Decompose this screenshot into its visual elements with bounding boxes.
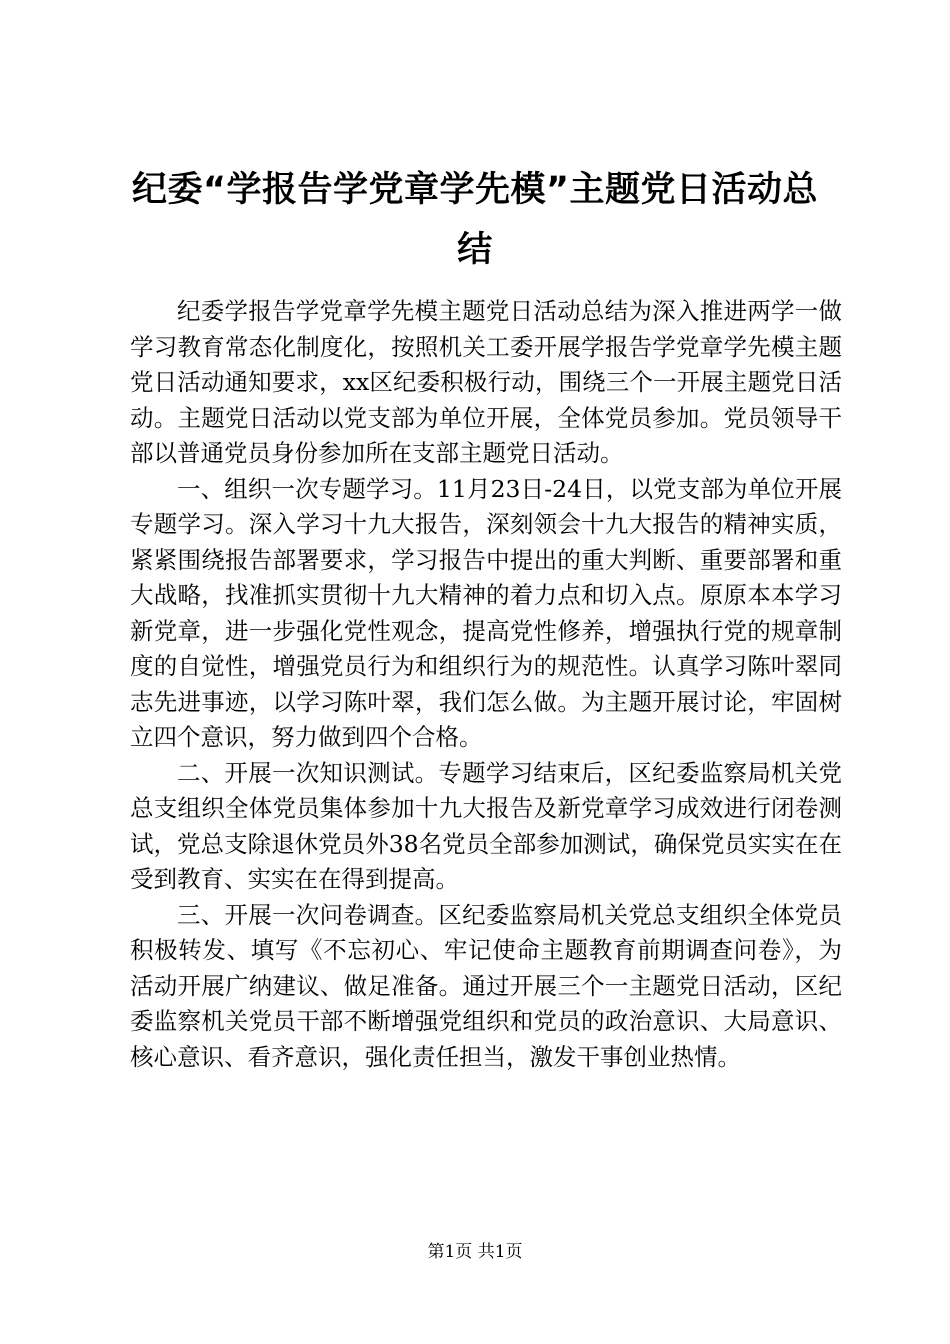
document-body xyxy=(130,294,842,1075)
paragraph-intro: 纪委学报告学党章学先模主题党日活动总结为深入推进两学一做学习教育常态化制度化，按照机关工委开展学报告学党章学先模主题党日活动通知要求，xx区纪委积极行动，围绕三个一开展主题党日活动。主题党日活动以党支部为单位开展，全体党员参加。党员领导干部以普通党员身份参加所在支部主题党日活动。 xyxy=(130,297,842,467)
paragraph-section-1: 一、组织一次专题学习。11月23日-24日，以党支部为单位开展专题学习。深入学习十九大报告，深刻领会十九大报告的精神实质，紧紧围绕报告部署要求，学习报告中提出的重大判断、重要部署和重大战略，找准抓实贯彻十九大精神的着力点和切入点。原原本本学习新党章，进一步强化党性观念，提高党性修养，增强执行党的规章制度的自觉性，增强党员行为和组织行为的规范性。认真学习陈叶翠同志先进事迹，以学习陈叶翠，我们怎么做。为主题开展讨论，牢固树立四个意识，努力做到四个合格。 xyxy=(130,474,842,751)
paragraph-section-2: 二、开展一次知识测试。专题学习结束后，区纪委监察局机关党总支组织全体党员集体参加十九大报告及新党章学习成效进行闭卷测试，党总支除退休党员外38名党员全部参加测试，确保党员实实在在受到教育、实实在在得到提高。 xyxy=(130,758,842,893)
page-number-footer: 第1页 共1页 xyxy=(427,1242,523,1262)
paragraph-section-3: 三、开展一次问卷调查。区纪委监察局机关党总支组织全体党员积极转发、填写《不忘初心、牢记使命主题教育前期调查问卷》，为活动开展广纳建议、做足准备。通过开展三个一主题党日活动，区纪委监察机关党员干部不断增强党组织和党员的政治意识、大局意识、核心意识、看齐意识，强化责任担当，激发干事创业热情。 xyxy=(130,900,842,1071)
document-title: 纪委“学报告学党章学先模”主题党日活动总结 xyxy=(131,170,818,270)
